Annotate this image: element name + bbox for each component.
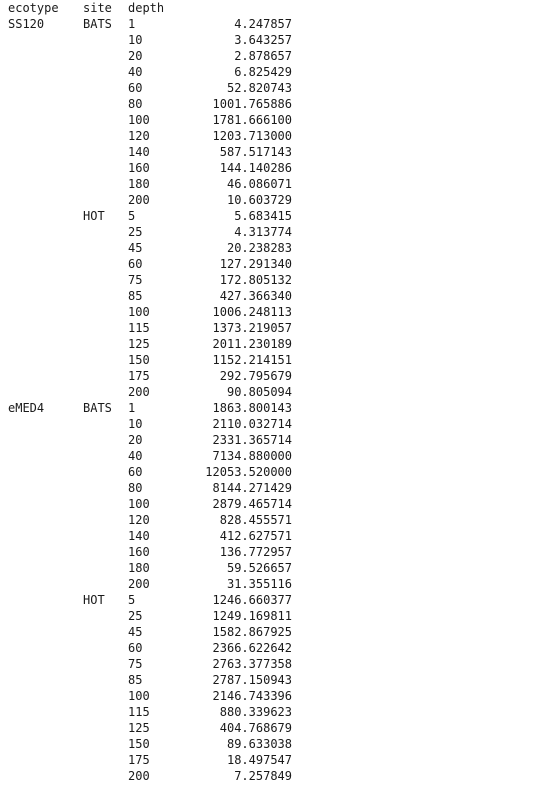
value-cell: 89.633038 [226, 737, 292, 751]
depth-cell: 150 [128, 353, 150, 367]
value-cell: 2331.365714 [212, 433, 292, 447]
value-cell: 2366.622642 [212, 641, 292, 655]
depth-cell: 1 [128, 401, 136, 415]
value-cell: 1249.169811 [212, 609, 292, 623]
depth-cell: 1 [128, 17, 136, 31]
depth-cell: 60 [128, 81, 143, 95]
value-cell: 2763.377358 [212, 657, 292, 671]
value-cell: 4.247857 [234, 17, 292, 31]
value-cell: 2011.230189 [212, 337, 292, 351]
value-cell: 59.526657 [226, 561, 292, 575]
value-cell: 1203.713000 [212, 129, 292, 143]
value-cell: 2879.465714 [212, 497, 292, 511]
depth-cell: 25 [128, 225, 143, 239]
depth-cell: 60 [128, 641, 143, 655]
depth-cell: 100 [128, 113, 150, 127]
value-cell: 587.517143 [219, 145, 292, 159]
depth-cell: 45 [128, 241, 143, 255]
depth-cell: 125 [128, 337, 150, 351]
value-cell: 136.772957 [219, 545, 292, 559]
depth-cell: 85 [128, 673, 143, 687]
depth-cell: 120 [128, 129, 150, 143]
depth-cell: 200 [128, 193, 150, 207]
value-cell: 2.878657 [234, 49, 292, 63]
value-cell: 427.366340 [219, 289, 292, 303]
depth-cell: 80 [128, 481, 143, 495]
header-ecotype: ecotype [8, 1, 59, 15]
depth-cell: 85 [128, 289, 143, 303]
value-cell: 8144.271429 [212, 481, 292, 495]
depth-cell: 115 [128, 705, 150, 719]
value-cell: 52.820743 [226, 81, 292, 95]
value-cell: 144.140286 [219, 161, 292, 175]
depth-cell: 10 [128, 33, 143, 47]
value-cell: 2110.032714 [212, 417, 292, 431]
depth-cell: 160 [128, 161, 150, 175]
depth-cell: 120 [128, 513, 150, 527]
value-cell: 828.455571 [219, 513, 292, 527]
site-label: BATS [83, 17, 112, 31]
value-cell: 7.257849 [234, 769, 292, 783]
site-label: BATS [83, 401, 112, 415]
value-cell: 18.497547 [226, 753, 292, 767]
depth-cell: 5 [128, 209, 136, 223]
value-cell: 1246.660377 [212, 593, 292, 607]
depth-cell: 60 [128, 257, 143, 271]
value-cell: 7134.880000 [212, 449, 292, 463]
depth-cell: 45 [128, 625, 143, 639]
depth-cell: 200 [128, 577, 150, 591]
depth-cell: 100 [128, 497, 150, 511]
value-cell: 172.805132 [219, 273, 292, 287]
depth-cell: 200 [128, 769, 150, 783]
value-cell: 20.238283 [226, 241, 292, 255]
depth-cell: 20 [128, 433, 143, 447]
depth-cell: 180 [128, 561, 150, 575]
depth-cell: 150 [128, 737, 150, 751]
depth-cell: 40 [128, 449, 143, 463]
value-cell: 1001.765886 [212, 97, 292, 111]
value-cell: 1152.214151 [212, 353, 292, 367]
value-cell: 2787.150943 [212, 673, 292, 687]
value-cell: 1582.867925 [212, 625, 292, 639]
value-cell: 4.313774 [234, 225, 292, 239]
site-label: HOT [83, 593, 105, 607]
depth-cell: 25 [128, 609, 143, 623]
value-cell: 5.683415 [234, 209, 292, 223]
depth-cell: 40 [128, 65, 143, 79]
depth-cell: 125 [128, 721, 150, 735]
site-label: HOT [83, 209, 105, 223]
value-cell: 127.291340 [219, 257, 292, 271]
value-cell: 880.339623 [219, 705, 292, 719]
ecotype-label: eMED4 [8, 401, 45, 415]
value-cell: 12053.520000 [205, 465, 292, 479]
depth-cell: 140 [128, 145, 150, 159]
value-cell: 3.643257 [234, 33, 292, 47]
header-site: site [83, 1, 112, 15]
value-cell: 6.825429 [234, 65, 292, 79]
value-cell: 1863.800143 [212, 401, 292, 415]
depth-cell: 140 [128, 529, 150, 543]
depth-cell: 5 [128, 593, 136, 607]
depth-cell: 100 [128, 689, 150, 703]
depth-cell: 75 [128, 273, 143, 287]
depth-cell: 160 [128, 545, 150, 559]
value-cell: 31.355116 [226, 577, 292, 591]
value-cell: 292.795679 [219, 369, 292, 383]
depth-cell: 75 [128, 657, 143, 671]
value-cell: 90.805094 [226, 385, 292, 399]
value-cell: 1781.666100 [212, 113, 292, 127]
depth-cell: 60 [128, 465, 143, 479]
value-cell: 46.086071 [226, 177, 292, 191]
depth-cell: 200 [128, 385, 150, 399]
value-cell: 2146.743396 [212, 689, 292, 703]
value-cell: 1373.219057 [212, 321, 292, 335]
depth-cell: 10 [128, 417, 143, 431]
depth-cell: 80 [128, 97, 143, 111]
depth-cell: 175 [128, 369, 150, 383]
depth-cell: 20 [128, 49, 143, 63]
depth-cell: 175 [128, 753, 150, 767]
header-depth: depth [128, 1, 165, 15]
value-cell: 10.603729 [226, 193, 292, 207]
depth-cell: 180 [128, 177, 150, 191]
depth-cell: 100 [128, 305, 150, 319]
value-cell: 412.627571 [219, 529, 292, 543]
ecotype-label: SS120 [8, 17, 45, 31]
depth-cell: 115 [128, 321, 150, 335]
value-cell: 404.768679 [219, 721, 292, 735]
value-cell: 1006.248113 [212, 305, 292, 319]
